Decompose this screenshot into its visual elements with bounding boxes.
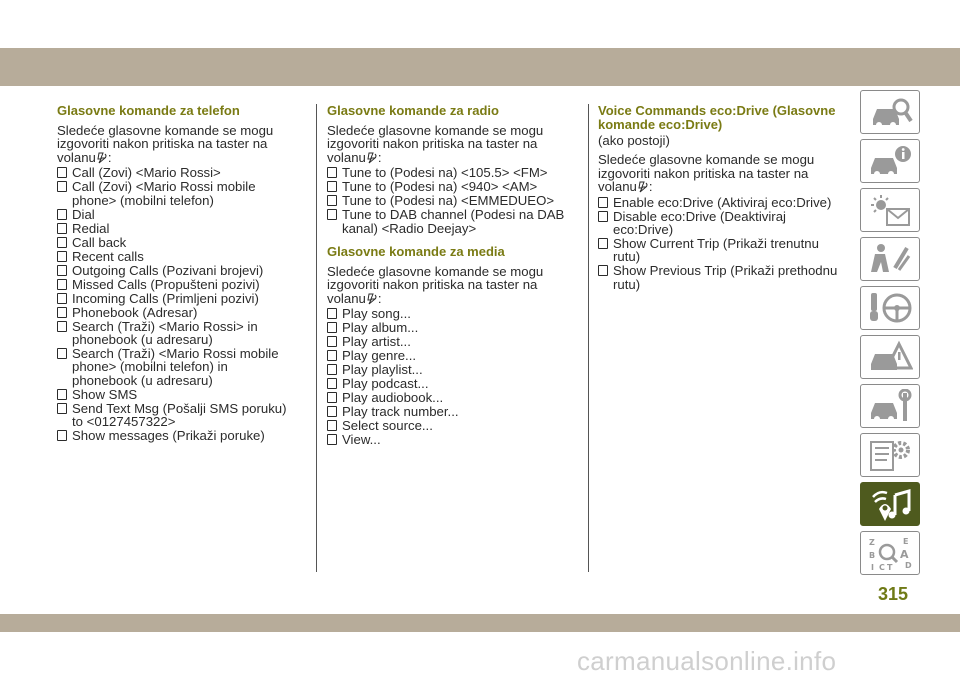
checkbox-bullet-icon (57, 430, 67, 441)
chapter-tab-safety[interactable] (860, 237, 920, 281)
command-item (327, 419, 575, 432)
checkbox-bullet-icon (327, 378, 337, 389)
checkbox-bullet-icon (598, 211, 608, 222)
ecodrive-commands-list (598, 196, 842, 292)
command-item (327, 321, 575, 334)
command-text: Play album... (342, 320, 419, 336)
command-text: Tune to (Podesi na) <EMMEDUEO> (342, 193, 555, 209)
column-divider (316, 104, 317, 572)
command-text: Select source... (342, 418, 433, 434)
checkbox-bullet-icon (57, 265, 67, 276)
command-text: Call back (72, 234, 127, 250)
command-text: Show Previous Trip (Prikaži prethodnu rutu) (613, 263, 838, 292)
index-letter: E (903, 537, 909, 546)
command-item (57, 388, 293, 401)
command-item (598, 196, 842, 209)
checkbox-bullet-icon (327, 406, 337, 417)
command-text: Search (Traži) <Mario Rossi mobile phone> (mobilni telefon) in phonebook (u adresaru) (72, 346, 279, 388)
command-text: Outgoing Calls (Pozivani brojevi) (72, 262, 264, 278)
checkbox-bullet-icon (57, 251, 67, 262)
command-text: Play playlist... (342, 362, 423, 378)
command-item (57, 402, 293, 429)
checkbox-bullet-icon (327, 350, 337, 361)
command-text: Play podcast... (342, 376, 429, 392)
key-steering-icon (869, 291, 913, 327)
intro-colon: : (107, 149, 112, 165)
ecodrive-availability-note: (ako postoji) (598, 133, 670, 148)
command-text: Tune to DAB channel (Podesi na DAB kanal) <Radio Deejay> (342, 207, 565, 236)
airbag-seatbelt-icon (869, 242, 913, 278)
intro-colon: : (377, 290, 382, 306)
checkbox-bullet-icon (598, 197, 608, 208)
command-text: View... (342, 432, 381, 448)
checkbox-bullet-icon (327, 209, 337, 220)
command-item (327, 363, 575, 376)
command-item (327, 166, 575, 179)
command-text: Play audiobook... (342, 390, 444, 406)
car-search-icon (869, 95, 913, 131)
ecodrive-commands-intro (598, 153, 842, 195)
settings-list-icon (869, 438, 913, 474)
checkbox-bullet-icon (598, 265, 608, 276)
checkbox-bullet-icon (57, 348, 67, 359)
chapter-tab-maintenance[interactable] (860, 384, 920, 428)
car-hazard-icon (869, 340, 913, 376)
command-text: Search (Traži) <Mario Rossi> in phonebook (u adresaru) (72, 318, 258, 348)
command-item (327, 194, 575, 207)
intro-colon: : (377, 149, 382, 165)
command-item (57, 320, 293, 347)
checkbox-bullet-icon (327, 420, 337, 431)
car-wrench-icon (869, 389, 913, 425)
index-letter: C (879, 563, 885, 572)
checkbox-bullet-icon (327, 336, 337, 347)
intro-text: Sledeće glasovne komande se mogu izgovoriti nakon pritiska na taster na volanu (598, 152, 815, 195)
index-letter: I (871, 563, 874, 572)
chapter-tab-warnings-messages[interactable] (860, 188, 920, 232)
command-item (327, 180, 575, 193)
command-text: Play song... (342, 306, 411, 322)
top-margin (0, 0, 960, 48)
command-text: Recent calls (72, 248, 144, 264)
index-letter: Z (869, 538, 875, 547)
checkbox-bullet-icon (57, 307, 67, 318)
command-item (57, 429, 293, 442)
index-letter: D (905, 561, 912, 570)
command-text: Missed Calls (Propušteni pozivi) (72, 276, 260, 292)
checkbox-bullet-icon (57, 389, 67, 400)
command-item (598, 264, 842, 291)
checkbox-bullet-icon (57, 181, 67, 192)
command-text: Dial (72, 206, 95, 222)
watermark: carmanualsonline.info (577, 646, 837, 676)
footer-band (0, 614, 960, 632)
chapter-tab-starting-driving[interactable] (860, 286, 920, 330)
command-item (327, 391, 575, 404)
chapter-tab-emergency[interactable] (860, 335, 920, 379)
command-item (57, 222, 293, 235)
checkbox-bullet-icon (327, 181, 337, 192)
command-text: Play genre... (342, 348, 417, 364)
checkbox-bullet-icon (327, 364, 337, 375)
command-item (57, 292, 293, 305)
command-item (327, 307, 575, 320)
page-number: 315 (878, 584, 909, 604)
command-item (327, 335, 575, 348)
radio-media-column (327, 104, 575, 447)
index-letter: A (900, 548, 909, 561)
checkbox-bullet-icon (598, 238, 608, 249)
checkbox-bullet-icon (57, 223, 67, 234)
intro-colon: : (648, 179, 653, 195)
checkbox-bullet-icon (327, 322, 337, 333)
alphabetical-index-icon (869, 536, 913, 572)
ecodrive-column (598, 104, 842, 292)
ecodrive-commands-heading: Voice Commands eco:Drive (Glasovne komande eco:Drive) (598, 103, 836, 132)
intro-text: Sledeće glasovne komande se mogu izgovoriti nakon pritiska na taster na volanu (57, 123, 274, 165)
command-text: Play track number... (342, 404, 459, 420)
command-text: Tune to (Podesi na) <940> <AM> (342, 179, 538, 195)
phone-commands-heading: Glasovne komande za telefon (57, 103, 240, 118)
intro-text: Sledeće glasovne komande se mogu izgovoriti nakon pritiska na taster na volanu (327, 264, 544, 306)
command-item (57, 278, 293, 291)
command-text: Call (Zovi) <Mario Rossi mobile phone> (mobilni telefon) (72, 179, 256, 208)
command-item (327, 208, 575, 235)
radio-commands-list (327, 166, 575, 235)
media-commands-list (327, 307, 575, 446)
command-text: Incoming Calls (Primljeni pozivi) (72, 290, 259, 306)
checkbox-bullet-icon (327, 434, 337, 445)
voice-command-icon (97, 152, 108, 166)
command-text: Phonebook (Adresar) (72, 304, 198, 320)
command-item (57, 208, 293, 221)
chapter-tab-car-search[interactable] (860, 90, 920, 134)
chapter-tab-car-info[interactable] (860, 139, 920, 183)
command-item (57, 306, 293, 319)
command-text: Redial (72, 220, 110, 236)
index-letter: T (887, 563, 893, 572)
intro-text: Sledeće glasovne komande se mogu izgovoriti nakon pritiska na taster na volanu (327, 123, 544, 165)
radio-commands-intro (327, 124, 575, 166)
command-item (598, 210, 842, 237)
checkbox-bullet-icon (57, 293, 67, 304)
command-item (327, 377, 575, 390)
car-info-icon (869, 144, 913, 180)
voice-command-icon (367, 152, 378, 166)
command-item (327, 433, 575, 446)
command-text: Send Text Msg (Pošalji SMS poruku) to <0127457322> (72, 400, 287, 430)
phone-commands-list (57, 166, 293, 442)
voice-command-icon (367, 293, 378, 307)
command-item (327, 349, 575, 362)
checkbox-bullet-icon (57, 403, 67, 414)
command-item (598, 237, 842, 264)
checkbox-bullet-icon (327, 392, 337, 403)
checkbox-bullet-icon (327, 195, 337, 206)
command-text: Show messages (Prikaži poruke) (72, 428, 265, 444)
command-item (57, 166, 293, 179)
command-item (57, 236, 293, 249)
chapter-tab-index[interactable] (860, 531, 920, 575)
voice-command-icon (638, 181, 649, 195)
media-commands-heading: Glasovne komande za media (327, 244, 505, 260)
checkbox-bullet-icon (57, 209, 67, 220)
checkbox-bullet-icon (57, 279, 67, 290)
checkbox-bullet-icon (57, 237, 67, 248)
command-text: Call (Zovi) <Mario Rossi> (72, 165, 221, 181)
media-commands-intro (327, 265, 575, 307)
checkbox-bullet-icon (57, 321, 67, 332)
command-text: Tune to (Podesi na) <105.5> <FM> (342, 165, 548, 181)
chapter-tab-multimedia[interactable] (860, 482, 920, 526)
command-text: Disable eco:Drive (Deaktiviraj eco:Drive) (613, 208, 786, 238)
command-item (327, 405, 575, 418)
radio-commands-heading: Glasovne komande za radio (327, 103, 499, 118)
command-text: Play artist... (342, 334, 411, 350)
index-letter: B (869, 551, 876, 560)
checkbox-bullet-icon (327, 308, 337, 319)
command-item (57, 180, 293, 207)
phone-commands-column (57, 104, 293, 443)
checkbox-bullet-icon (327, 167, 337, 178)
checkbox-bullet-icon (57, 167, 67, 178)
command-text: Show Current Trip (Prikaži trenutnu rutu) (613, 236, 819, 265)
command-text: Enable eco:Drive (Aktiviraj eco:Drive) (613, 194, 832, 210)
phone-commands-intro (57, 124, 293, 166)
chapter-tab-technical-data[interactable] (860, 433, 920, 477)
command-item (57, 347, 293, 387)
header-band (0, 48, 960, 86)
column-divider (588, 104, 589, 572)
multimedia-icon (869, 487, 913, 523)
warning-light-message-icon (869, 193, 913, 229)
command-item (57, 250, 293, 263)
command-item (57, 264, 293, 277)
command-text: Show SMS (72, 386, 138, 402)
